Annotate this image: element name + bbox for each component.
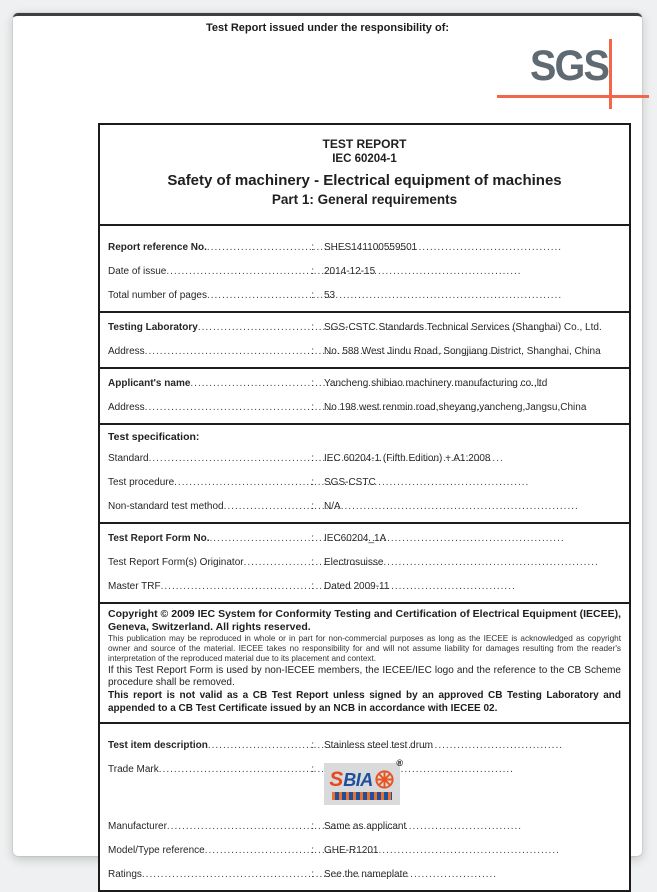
- dot-leader: [145, 402, 312, 413]
- copyright-block: [100, 602, 629, 722]
- row-value: GHE-R1201: [324, 845, 379, 857]
- row-label: Standard: [108, 453, 149, 465]
- row-value: N/A: [324, 501, 341, 513]
- row-label: Model/Type reference: [108, 845, 205, 857]
- row-value: Yancheng shibiao machinery manufacturing co.,ltd: [324, 378, 548, 390]
- table-row: Total number of pages ..... : 53: [100, 284, 629, 308]
- header-note: Test Report issued under the responsibility of:: [205, 22, 450, 34]
- validity-notice: This report is not valid as a CB Test Report unless signed by an approved CB Testing Laboratory and appended to a CB Test Certificate issued by an NCB in accordance with IECEE 02.: [108, 690, 621, 715]
- copyright-usage-note: If this Test Report Form is used by non-IECEE members, the IECEE/IEC logo and the reference to the CB Scheme procedure shall be removed.: [108, 665, 621, 689]
- row-label: Date of issue: [108, 266, 167, 278]
- sgs-logo-crossline-icon: [609, 39, 612, 109]
- row-label: Address: [108, 402, 145, 414]
- table-row: Address ..... : No 198 west renmin road,sheyang,yancheng,Jangsu,China: [100, 396, 629, 420]
- row-value: IEC 60204-1 (Fifth Edition) + A1:2008: [324, 453, 491, 465]
- table-row: Trade Mark ..... : ® S BIA: [100, 758, 629, 815]
- sgs-logo-underline-icon: [497, 95, 649, 98]
- row-label: Total number of pages: [108, 290, 207, 302]
- row-value: See the nameplate: [324, 869, 408, 881]
- copyright-fine-print: This publication may be reproduced in whole or in part for non-commercial purposes as long as the IECEE is acknowledged as copyright owner and source of the material. IECEE takes no responsibility for and will not assume liability for damages resulting from the reader's interpretation of the reproduced material due to its placement and context.: [108, 634, 621, 664]
- row-label: Ratings: [108, 869, 142, 881]
- table-row: Master TRF ..... : Dated 2009-11: [100, 575, 629, 599]
- dot-leader: [224, 501, 312, 512]
- row-label: Master TRF: [108, 581, 161, 593]
- dot-leader: [208, 740, 311, 751]
- group-test-specification: [100, 423, 629, 522]
- dot-leader: [167, 821, 311, 832]
- registered-trademark-icon: ®: [396, 757, 403, 768]
- trademark-banner: [332, 792, 392, 800]
- table-row: Test item description ..... : Stainless steel test drum: [100, 734, 629, 758]
- row-value: SHES141100559501: [324, 242, 418, 254]
- table-row: Standard ..... : IEC 60204-1 (Fifth Edition) + A1:2008: [100, 447, 629, 471]
- table-row: Test Report Form(s) Originator ..... : Electrosuisse: [100, 551, 629, 575]
- table-row: Address ..... : No. 588 West Jindu Road, Songjiang District, Shanghai, China: [100, 340, 629, 364]
- dot-leader: [209, 533, 311, 544]
- copyright-statement: Copyright © 2009 IEC System for Conformity Testing and Certification of Electrical Equipment (IECEE), Geneva, Switzerland. All rights reserved.: [108, 607, 621, 633]
- dot-leader: [142, 869, 311, 880]
- row-value: 53: [324, 290, 336, 302]
- report-table: [98, 123, 631, 892]
- standard-number: IEC 60204-1: [332, 153, 397, 166]
- standard-name: Safety of machinery - Electrical equipment of machines: [167, 171, 562, 189]
- row-value: IEC60204_1A: [324, 533, 387, 545]
- standard-part: Part 1: General requirements: [271, 192, 458, 208]
- sgs-logo: SGS: [529, 42, 608, 90]
- row-label: Report reference No.: [108, 242, 207, 254]
- dot-leader: [198, 322, 311, 333]
- row-label: Non-standard test method: [108, 501, 224, 513]
- group-test-item: [100, 722, 629, 890]
- dot-leader: [166, 266, 311, 277]
- report-title: TEST REPORT: [322, 137, 407, 151]
- group-report-form: [100, 522, 629, 602]
- row-value: No 198 west renmin road,sheyang,yancheng,Jangsu,China: [324, 402, 587, 414]
- group-identification: [100, 224, 629, 311]
- dot-leader: [149, 453, 312, 464]
- dot-leader: [207, 290, 311, 301]
- trademark-letters-bia: BIA: [343, 769, 373, 790]
- table-row: Applicant's name ..... : Yancheng shibiao machinery manufacturing co.,ltd: [100, 372, 629, 396]
- dot-leader: [244, 557, 312, 568]
- table-row: Test Report Form No. ..... : IEC60204_1A: [100, 527, 629, 551]
- row-label: Address: [108, 346, 145, 358]
- table-row: Report reference No. ..... : SHES141100559501: [100, 236, 629, 260]
- row-value: Stainless steel test drum: [324, 740, 433, 752]
- ship-wheel-icon: [374, 769, 395, 790]
- group-applicant: [100, 367, 629, 423]
- row-value: SGS-CSTC: [324, 477, 376, 489]
- row-label: Test Report Form(s) Originator: [108, 557, 244, 569]
- dot-leader: [161, 581, 312, 592]
- trademark-logo: [324, 757, 403, 805]
- trademark-letter-s: S: [329, 768, 344, 792]
- row-label: Trade Mark: [108, 763, 159, 775]
- row-label: Test item description: [108, 740, 208, 752]
- dot-leader: [145, 346, 312, 357]
- row-label: Test Report Form No.: [108, 533, 210, 545]
- table-row: Non-standard test method ..... : N/A: [100, 495, 629, 519]
- dot-leader: [159, 764, 311, 775]
- table-row: Manufacturer ..... : Same as applicant: [100, 815, 629, 839]
- row-value: Dated 2009-11: [324, 581, 390, 593]
- table-row: Date of issue ..... : 2014-12-15: [100, 260, 629, 284]
- document-page: [13, 13, 642, 881]
- dot-leader: [207, 242, 311, 253]
- row-label: Manufacturer: [108, 821, 167, 833]
- row-value: No. 588 West Jindu Road, Songjiang District, Shanghai, China: [324, 346, 601, 358]
- row-value: Electrosuisse: [324, 557, 384, 569]
- table-row: Test procedure ..... : SGS-CSTC: [100, 471, 629, 495]
- dot-leader: [190, 378, 311, 389]
- row-value: SGS-CSTC Standards Technical Services (Shanghai) Co., Ltd.: [324, 322, 602, 334]
- row-value: Same as applicant: [324, 821, 407, 833]
- section-heading: Test specification:: [108, 430, 200, 443]
- row-value: 2014-12-15: [324, 266, 376, 278]
- row-label: Test procedure: [108, 477, 175, 489]
- row-value: [314, 757, 621, 805]
- dot-leader: [205, 845, 312, 856]
- row-label: Testing Laboratory: [108, 322, 198, 334]
- table-row: Ratings ..... : See the nameplate: [100, 863, 629, 887]
- title-block: [100, 125, 629, 224]
- dot-leader: [174, 477, 311, 488]
- group-laboratory: [100, 311, 629, 367]
- table-row: Testing Laboratory ..... : SGS-CSTC Standards Technical Services (Shanghai) Co., Ltd.: [100, 316, 629, 340]
- table-row: Model/Type reference ..... : GHE-R1201: [100, 839, 629, 863]
- row-label: Applicant's name: [108, 378, 191, 390]
